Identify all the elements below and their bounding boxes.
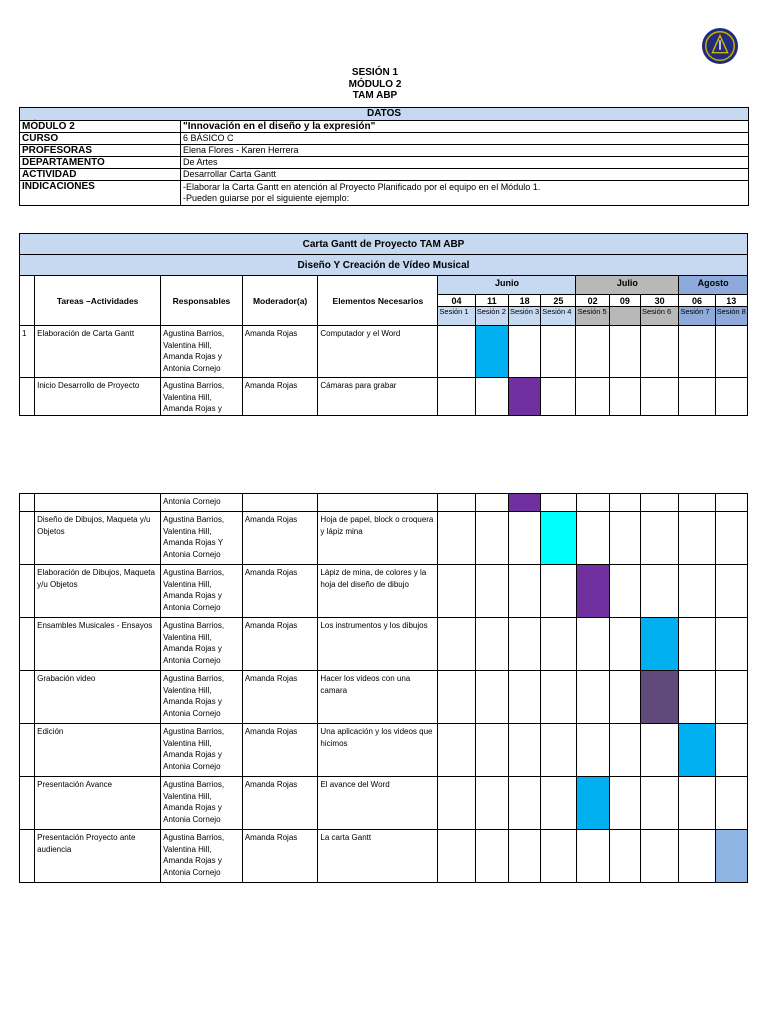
row-number <box>20 777 35 830</box>
timeline-cell <box>679 565 715 618</box>
month-agosto: Agosto <box>679 276 748 295</box>
day-cell: 30 <box>641 295 679 307</box>
timeline-cell <box>609 618 640 671</box>
timeline-cell <box>609 494 640 512</box>
month-junio: Junio <box>438 276 576 295</box>
profesoras-label: PROFESORAS <box>20 145 181 157</box>
program-title: TAM ABP <box>352 90 398 101</box>
timeline-cell <box>576 830 609 883</box>
timeline-cell <box>715 326 747 378</box>
indicacion-1: -Elaborar la Carta Gantt en atención al Proyecto Planificado por el equipo en el Módulo 1. <box>183 182 541 192</box>
timeline-cell <box>508 326 540 378</box>
task-cell: Grabación video <box>35 671 161 724</box>
timeline-cell <box>475 671 508 724</box>
task-cell <box>35 494 161 512</box>
responsables-cell: Agustina Barrios, Valentina Hill, Amanda Rojas y <box>161 378 243 416</box>
timeline-cell-active <box>641 671 679 724</box>
timeline-cell-active <box>541 512 576 565</box>
row-number <box>20 494 35 512</box>
datos-header: DATOS <box>20 108 749 121</box>
task-cell: Diseño de Dibujos, Maqueta y/u Objetos <box>35 512 161 565</box>
timeline-cell <box>475 618 508 671</box>
timeline-cell <box>438 512 475 565</box>
moderador-cell: Amanda Rojas <box>242 724 318 777</box>
timeline-cell <box>475 494 508 512</box>
timeline-cell <box>641 724 679 777</box>
datos-table <box>19 107 749 206</box>
timeline-cell <box>438 494 475 512</box>
timeline-cell <box>641 777 679 830</box>
day-cell: 25 <box>541 295 576 307</box>
timeline-cell-active <box>679 724 715 777</box>
task-cell: Inicio Desarrollo de Proyecto <box>35 378 161 416</box>
session-cell <box>609 307 640 326</box>
timeline-cell <box>541 565 576 618</box>
timeline-cell <box>508 830 540 883</box>
elementos-cell: Los instrumentos y los dibujos <box>318 618 438 671</box>
elementos-cell: Computador y el Word <box>318 326 438 378</box>
elementos-cell: La carta Gantt <box>318 830 438 883</box>
responsables-cell: Agustina Barrios, Valentina Hill, Amanda Rojas y Antonia Cornejo <box>161 326 243 378</box>
profesoras-value: Elena Flores - Karen Herrera <box>181 145 749 157</box>
session-cell: Sesión 8 <box>715 307 747 326</box>
timeline-cell <box>715 724 747 777</box>
departamento-label: DEPARTAMENTO <box>20 157 181 169</box>
task-cell: Presentación Avance <box>35 777 161 830</box>
timeline-cell-active <box>508 378 540 416</box>
task-row <box>20 378 748 416</box>
responsables-cell: Agustina Barrios, Valentina Hill, Amanda Rojas y Antonia Cornejo <box>161 724 243 777</box>
responsables-cell: Agustina Barrios, Valentina Hill, Amanda Rojas y Antonia Cornejo <box>161 777 243 830</box>
gantt-subtitle: Diseño Y Creación de Vídeo Musical <box>20 255 748 276</box>
timeline-cell <box>641 512 679 565</box>
timeline-cell <box>679 378 715 416</box>
task-row <box>20 671 748 724</box>
elementos-cell: Cámaras para grabar <box>318 378 438 416</box>
timeline-cell <box>641 378 679 416</box>
elementos-cell: El avance del Word <box>318 777 438 830</box>
timeline-cell <box>541 671 576 724</box>
indicacion-2: -Pueden guiarse por el siguiente ejemplo: <box>183 193 350 203</box>
col-responsables: Responsables <box>161 276 243 326</box>
task-row <box>20 724 748 777</box>
col-tareas: Tareas –Actividades <box>35 276 161 326</box>
timeline-cell <box>541 830 576 883</box>
gantt-table-page-2 <box>19 493 748 883</box>
document-header <box>0 67 750 102</box>
task-cell: Elaboración de Dibujos, Maqueta y/u Objetos <box>35 565 161 618</box>
timeline-cell <box>715 618 747 671</box>
day-cell: 18 <box>508 295 540 307</box>
module-title: MÓDULO 2 <box>348 78 402 90</box>
elementos-cell: Lápiz de mina, de colores y la hoja del diseño de dibujo <box>318 565 438 618</box>
timeline-cell <box>576 618 609 671</box>
timeline-cell <box>475 724 508 777</box>
school-crest-icon <box>701 27 739 65</box>
timeline-cell <box>609 378 640 416</box>
timeline-cell <box>641 326 679 378</box>
moderador-cell: Amanda Rojas <box>242 671 318 724</box>
row-number <box>20 378 35 416</box>
timeline-cell <box>541 618 576 671</box>
elementos-cell <box>318 494 438 512</box>
task-row <box>20 326 748 378</box>
task-cell: Presentación Proyecto ante audiencia <box>35 830 161 883</box>
timeline-cell <box>508 777 540 830</box>
corner-cell <box>20 276 35 326</box>
month-julio: Julio <box>576 276 679 295</box>
session-cell: Sesión 5 <box>576 307 609 326</box>
task-cell: Ensambles Musicales - Ensayos <box>35 618 161 671</box>
task-row <box>20 777 748 830</box>
session-cell: Sesión 1 <box>438 307 475 326</box>
timeline-cell <box>438 777 475 830</box>
timeline-cell-active <box>715 830 747 883</box>
responsables-cell: Agustina Barrios, Valentina Hill, Amanda Rojas y Antonia Cornejo <box>161 830 243 883</box>
timeline-cell <box>541 724 576 777</box>
modulo-value: "Innovación en el diseño y la expresión" <box>181 121 749 133</box>
timeline-cell <box>508 565 540 618</box>
timeline-cell <box>679 618 715 671</box>
responsables-cell: Agustina Barrios, Valentina Hill, Amanda Rojas y Antonia Cornejo <box>161 618 243 671</box>
task-cell: Edición <box>35 724 161 777</box>
row-number <box>20 671 35 724</box>
elementos-cell: Una aplicación y los videos que hicimos <box>318 724 438 777</box>
timeline-cell <box>609 830 640 883</box>
session-cell: Sesión 2 <box>475 307 508 326</box>
timeline-cell <box>715 378 747 416</box>
elementos-cell: Hacer los videos con una camara <box>318 671 438 724</box>
indicaciones-label: INDICACIONES <box>20 181 181 206</box>
timeline-cell <box>475 565 508 618</box>
moderador-cell: Amanda Rojas <box>242 378 318 416</box>
responsables-cell: Agustina Barrios, Valentina Hill, Amanda Rojas y Antonia Cornejo <box>161 671 243 724</box>
session-cell: Sesión 6 <box>641 307 679 326</box>
session-title: SESIÓN 1 <box>351 67 399 78</box>
timeline-cell <box>438 618 475 671</box>
timeline-cell <box>438 565 475 618</box>
moderador-cell: Amanda Rojas <box>242 777 318 830</box>
timeline-cell <box>715 494 747 512</box>
timeline-cell <box>609 671 640 724</box>
timeline-cell <box>541 378 576 416</box>
timeline-cell <box>438 378 475 416</box>
timeline-cell <box>641 830 679 883</box>
col-moderador: Moderador(a) <box>242 276 318 326</box>
row-number <box>20 565 35 618</box>
timeline-cell <box>475 830 508 883</box>
timeline-cell <box>679 326 715 378</box>
timeline-cell <box>609 724 640 777</box>
day-cell: 13 <box>715 295 747 307</box>
timeline-cell <box>609 326 640 378</box>
gantt-title: Carta Gantt de Proyecto TAM ABP <box>20 234 748 255</box>
timeline-cell <box>715 777 747 830</box>
row-number <box>20 724 35 777</box>
task-row <box>20 830 748 883</box>
row-number <box>20 618 35 671</box>
row-number <box>20 830 35 883</box>
timeline-cell <box>576 512 609 565</box>
timeline-cell <box>508 618 540 671</box>
indicaciones-value <box>181 181 749 206</box>
moderador-cell: Amanda Rojas <box>242 618 318 671</box>
moderador-cell: Amanda Rojas <box>242 326 318 378</box>
timeline-cell <box>541 494 576 512</box>
day-cell: 04 <box>438 295 475 307</box>
timeline-cell <box>576 378 609 416</box>
task-row <box>20 565 748 618</box>
timeline-cell <box>641 565 679 618</box>
row-number: 1 <box>20 326 35 378</box>
actividad-label: ACTIVIDAD <box>20 169 181 181</box>
moderador-cell: Amanda Rojas <box>242 830 318 883</box>
timeline-cell <box>609 512 640 565</box>
responsables-cell: Antonia Cornejo <box>161 494 243 512</box>
timeline-cell-active <box>508 494 540 512</box>
timeline-cell <box>438 326 475 378</box>
actividad-value: Desarrollar Carta Gantt <box>181 169 749 181</box>
timeline-cell <box>541 777 576 830</box>
gantt-body-page-2 <box>20 494 748 883</box>
timeline-cell <box>679 830 715 883</box>
task-row <box>20 494 748 512</box>
timeline-cell <box>475 512 508 565</box>
day-cell: 09 <box>609 295 640 307</box>
session-cell: Sesión 4 <box>541 307 576 326</box>
task-cell: Elaboración de Carta Gantt <box>35 326 161 378</box>
timeline-cell <box>438 671 475 724</box>
timeline-cell <box>475 777 508 830</box>
timeline-cell <box>576 494 609 512</box>
departamento-value: De Artes <box>181 157 749 169</box>
timeline-cell <box>679 494 715 512</box>
timeline-cell <box>475 378 508 416</box>
timeline-cell <box>576 671 609 724</box>
timeline-cell-active <box>475 326 508 378</box>
modulo-label: MÓDULO 2 <box>20 121 181 133</box>
timeline-cell <box>679 777 715 830</box>
timeline-cell <box>679 512 715 565</box>
day-cell: 02 <box>576 295 609 307</box>
timeline-cell <box>679 671 715 724</box>
timeline-cell <box>715 565 747 618</box>
task-row <box>20 512 748 565</box>
timeline-cell <box>609 565 640 618</box>
timeline-cell <box>715 512 747 565</box>
session-cell: Sesión 7 <box>679 307 715 326</box>
timeline-cell <box>609 777 640 830</box>
col-elementos: Elementos Necesarios <box>318 276 438 326</box>
timeline-cell <box>576 326 609 378</box>
timeline-cell-active <box>576 565 609 618</box>
timeline-cell <box>508 512 540 565</box>
responsables-cell: Agustina Barrios, Valentina Hill, Amanda Rojas y Antonia Cornejo <box>161 565 243 618</box>
row-number <box>20 512 35 565</box>
moderador-cell: Amanda Rojas <box>242 565 318 618</box>
task-row <box>20 618 748 671</box>
responsables-cell: Agustina Barrios, Valentina Hill, Amanda Rojas Y Antonia Cornejo <box>161 512 243 565</box>
timeline-cell <box>508 671 540 724</box>
timeline-cell <box>576 724 609 777</box>
timeline-cell-active <box>576 777 609 830</box>
elementos-cell: Hoja de papel, block o croquera y lápiz mina <box>318 512 438 565</box>
day-cell: 06 <box>679 295 715 307</box>
session-cell: Sesión 3 <box>508 307 540 326</box>
timeline-cell <box>438 724 475 777</box>
curso-value: 6 BÁSICO C <box>181 133 749 145</box>
curso-label: CURSO <box>20 133 181 145</box>
timeline-cell <box>541 326 576 378</box>
moderador-cell <box>242 494 318 512</box>
timeline-cell <box>438 830 475 883</box>
timeline-cell-active <box>641 618 679 671</box>
timeline-cell <box>508 724 540 777</box>
timeline-cell <box>641 494 679 512</box>
timeline-cell <box>715 671 747 724</box>
gantt-table-page-1 <box>19 233 748 416</box>
moderador-cell: Amanda Rojas <box>242 512 318 565</box>
gantt-body-page-1 <box>20 326 748 416</box>
day-cell: 11 <box>475 295 508 307</box>
